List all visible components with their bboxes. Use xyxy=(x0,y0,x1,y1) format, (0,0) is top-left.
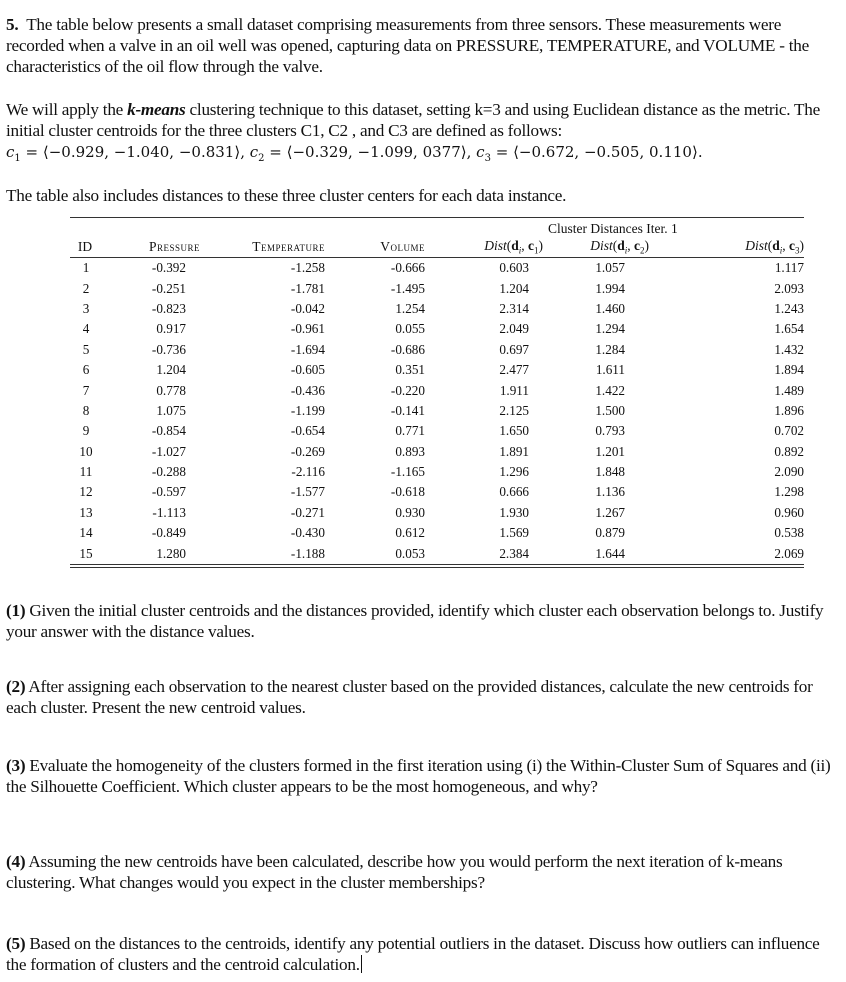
cell-id: 6 xyxy=(82,362,90,378)
cell-pressure: 1.280 xyxy=(156,545,186,561)
question-1-text: Given the initial cluster centroids and the distances provided, identify which cluster each observation belongs to. Justify your answer with the distance values. xyxy=(6,601,824,641)
cell-dist-c2: 1.201 xyxy=(595,443,625,459)
cell-dist-c1: 1.911 xyxy=(499,382,529,398)
cell-pressure: -0.597 xyxy=(151,484,186,500)
table-row xyxy=(70,421,804,441)
table-row xyxy=(70,299,804,319)
cell-dist-c2: 1.422 xyxy=(595,382,625,398)
question-2-text: After assigning each observation to the nearest cluster based on the provided distances, calculate the new centroids for each cluster. Present the new centroid values. xyxy=(6,677,813,717)
cell-dist-c3: 0.960 xyxy=(774,504,804,520)
table-note: The table also includes distances to these three cluster centers for each data instance. xyxy=(6,186,567,205)
cell-volume: 0.930 xyxy=(395,504,425,520)
cell-id: 1 xyxy=(82,260,90,276)
cell-dist-c1: 2.314 xyxy=(499,300,529,316)
centroid-3: $c_3$ = ⟨−0.672, −0.505, 0.110⟩ xyxy=(476,143,698,164)
header-pressure: Pressure xyxy=(148,238,200,254)
cell-id: 14 xyxy=(79,525,93,541)
cell-volume: 0.771 xyxy=(395,423,425,439)
question-2 xyxy=(6,676,842,718)
cell-dist-c1: 0.697 xyxy=(499,341,529,357)
cell-volume: -0.686 xyxy=(390,341,425,357)
cell-dist-c1: 1.891 xyxy=(499,443,529,459)
cell-dist-c3: 1.489 xyxy=(774,382,804,398)
cell-temperature: -0.042 xyxy=(290,300,325,316)
cell-dist-c2: 1.644 xyxy=(595,545,625,561)
header-volume: Volume xyxy=(380,238,425,254)
cell-dist-c2: 1.994 xyxy=(595,280,625,296)
header-temperature: Temperature xyxy=(252,238,325,254)
cell-dist-c1: 2.477 xyxy=(499,362,529,378)
cell-dist-c1: 1.296 xyxy=(499,464,529,480)
cell-dist-c3: 1.896 xyxy=(774,402,804,418)
cell-dist-c3: 0.538 xyxy=(774,525,804,541)
cell-volume: 0.612 xyxy=(395,525,425,541)
cell-pressure: -0.288 xyxy=(151,464,186,480)
question-1-number: (1) xyxy=(6,601,26,620)
cell-dist-c1: 1.650 xyxy=(499,423,529,439)
cell-temperature: -0.271 xyxy=(290,504,325,520)
method-text-before: We will apply the xyxy=(6,100,128,119)
table-row xyxy=(70,462,804,482)
header-dist-c1: $Dist(d_i$, $c_1$) xyxy=(484,237,543,256)
question-3-text: Evaluate the homogeneity of the clusters formed in the first iteration using (i) the Within-Cluster Sum of Squares and (ii) the Silhouette Coefficient. Which cluster appears to be the most homogeneous, and why? xyxy=(6,756,831,796)
table-row xyxy=(70,258,804,278)
question-3-number: (3) xyxy=(6,756,26,775)
cell-dist-c2: 1.500 xyxy=(595,402,625,418)
table-row xyxy=(70,278,804,298)
cell-dist-c1: 0.603 xyxy=(499,260,529,276)
cell-pressure: -0.854 xyxy=(151,423,186,439)
cell-temperature: -0.269 xyxy=(290,443,325,459)
table-row xyxy=(70,380,804,400)
cell-dist-c3: 1.243 xyxy=(774,300,804,316)
text-cursor xyxy=(361,955,363,973)
question-intro xyxy=(6,14,842,77)
cell-volume: 0.893 xyxy=(395,443,425,459)
cell-volume: 0.351 xyxy=(395,362,425,378)
cell-dist-c1: 0.666 xyxy=(499,484,529,500)
header-dist-c3: $Dist(d_i$, $c_3$) xyxy=(745,237,804,256)
question-number: 5. xyxy=(6,15,19,34)
cell-dist-c3: 1.298 xyxy=(774,484,804,500)
question-4-text: Assuming the new centroids have been calculated, describe how you would perform the next iteration of k-means clustering. What changes would you expect in the cluster memberships? xyxy=(6,852,783,892)
table-row xyxy=(70,360,804,380)
cell-id: 8 xyxy=(82,402,90,418)
cell-pressure: 1.204 xyxy=(156,362,186,378)
cell-temperature: -0.605 xyxy=(290,362,325,378)
cell-dist-c2: 1.267 xyxy=(595,504,625,520)
table-row xyxy=(70,401,804,421)
cell-dist-c2: 1.460 xyxy=(595,300,625,316)
cell-dist-c2: 0.879 xyxy=(595,525,625,541)
cell-id: 2 xyxy=(82,280,90,296)
cell-volume: -0.141 xyxy=(390,402,425,418)
centroid-definitions: $c_1$ = ⟨−0.929, −1.040, −0.831⟩, $c_2$ = ⟨−0.329, −1.099, 0377⟩, $c_3$ = ⟨−0.672, −0.505, 0.110⟩. xyxy=(6,143,703,164)
cell-dist-c3: 0.702 xyxy=(774,423,804,439)
cell-dist-c3: 1.654 xyxy=(774,321,804,337)
cell-temperature: -1.199 xyxy=(290,402,325,418)
cell-dist-c3: 2.069 xyxy=(774,545,804,561)
question-3 xyxy=(6,755,842,797)
question-2-number: (2) xyxy=(6,677,26,696)
cell-pressure: -0.251 xyxy=(151,280,186,296)
cell-dist-c3: 1.894 xyxy=(774,362,804,378)
cell-dist-c2: 1.136 xyxy=(595,484,625,500)
question-1 xyxy=(6,600,842,642)
cell-dist-c2: 1.294 xyxy=(595,321,625,337)
cell-pressure: -1.027 xyxy=(151,443,186,459)
centroid-2: $c_2$ = ⟨−0.329, −1.099, 0377⟩ xyxy=(249,143,467,164)
cell-dist-c3: 2.090 xyxy=(774,464,804,480)
cluster-distances-group-header: Cluster Distances Iter. 1 xyxy=(548,221,678,236)
cell-temperature: -0.654 xyxy=(290,423,325,439)
cell-pressure: -0.392 xyxy=(151,260,186,276)
cell-dist-c2: 0.793 xyxy=(595,423,625,439)
method-text-after: clustering technique to this dataset, setting k=3 and using Euclidean distance as the metric. The initial cluster centroids for the three clusters C1, C2 , and C3 are defined as follows: xyxy=(6,100,820,140)
table-row xyxy=(70,340,804,360)
cell-id: 5 xyxy=(82,341,90,357)
cell-id: 3 xyxy=(82,300,90,316)
table-header-row xyxy=(70,236,804,257)
cell-id: 10 xyxy=(79,443,93,459)
cell-dist-c3: 1.117 xyxy=(774,260,804,276)
cell-dist-c3: 1.432 xyxy=(774,341,804,357)
cell-volume: -1.165 xyxy=(390,464,425,480)
cell-dist-c2: 1.611 xyxy=(595,362,625,378)
cell-id: 13 xyxy=(79,504,93,520)
cell-pressure: -1.113 xyxy=(152,504,186,520)
table-bottom-rule xyxy=(70,564,804,568)
cell-temperature: -2.116 xyxy=(291,464,325,480)
cell-dist-c2: 1.848 xyxy=(595,464,625,480)
table-row xyxy=(70,482,804,502)
cell-volume: 1.254 xyxy=(395,300,425,316)
cell-id: 9 xyxy=(82,423,90,439)
cell-temperature: -1.781 xyxy=(290,280,325,296)
cell-volume: -1.495 xyxy=(390,280,425,296)
cell-temperature: -1.258 xyxy=(290,260,325,276)
cell-id: 12 xyxy=(79,484,93,500)
intro-text: The table below presents a small dataset comprising measurements from three sensors. These measurements were recorded when a valve in an oil well was opened, capturing data on PRESSURE, TEMPERATURE, and VOLUME - the characteristics of the oil flow through the valve. xyxy=(6,15,809,76)
cell-id: 15 xyxy=(79,545,93,561)
cell-dist-c1: 2.384 xyxy=(499,545,529,561)
cell-volume: -0.666 xyxy=(390,260,425,276)
cell-id: 4 xyxy=(82,321,90,337)
question-5-text: Based on the distances to the centroids, identify any potential outliers in the dataset. Discuss how outliers can influence the formation of clusters and the centroid calculation. xyxy=(6,934,820,974)
cell-pressure: -0.849 xyxy=(151,525,186,541)
table-row xyxy=(70,543,804,563)
cell-volume: 0.055 xyxy=(395,321,425,337)
question-5 xyxy=(6,933,842,975)
cell-temperature: -1.188 xyxy=(290,545,325,561)
cell-id: 11 xyxy=(79,464,93,480)
header-id: ID xyxy=(77,238,93,254)
cell-pressure: -0.823 xyxy=(151,300,186,316)
table-row xyxy=(70,442,804,462)
cell-temperature: -0.961 xyxy=(290,321,325,337)
cell-volume: -0.220 xyxy=(390,382,425,398)
sensor-data-table xyxy=(70,217,804,568)
method-paragraph xyxy=(6,99,842,169)
cell-dist-c1: 2.125 xyxy=(499,402,529,418)
cell-pressure: 0.778 xyxy=(156,382,186,398)
kmeans-emphasis: k-means xyxy=(127,100,186,119)
question-4-number: (4) xyxy=(6,852,26,871)
header-dist-c2: $Dist(d_i$, $c_2$) xyxy=(590,237,649,256)
cell-pressure: -0.736 xyxy=(151,341,186,357)
cell-volume: -0.618 xyxy=(390,484,425,500)
cell-dist-c1: 2.049 xyxy=(499,321,529,337)
cell-volume: 0.053 xyxy=(395,545,425,561)
cell-temperature: -1.694 xyxy=(290,341,325,357)
cell-temperature: -1.577 xyxy=(290,484,325,500)
table-row xyxy=(70,523,804,543)
cell-id: 7 xyxy=(82,382,90,398)
question-4 xyxy=(6,851,842,893)
cell-dist-c1: 1.569 xyxy=(499,525,529,541)
cell-dist-c2: 1.057 xyxy=(595,260,625,276)
cell-pressure: 1.075 xyxy=(156,402,186,418)
cell-dist-c1: 1.204 xyxy=(499,280,529,296)
cell-dist-c2: 1.284 xyxy=(595,341,625,357)
table-row xyxy=(70,503,804,523)
cell-temperature: -0.436 xyxy=(290,382,325,398)
centroid-1: $c_1$ = ⟨−0.929, −1.040, −0.831⟩ xyxy=(6,143,241,164)
question-5-number: (5) xyxy=(6,934,26,953)
cell-temperature: -0.430 xyxy=(290,525,325,541)
cell-pressure: 0.917 xyxy=(156,321,186,337)
cell-dist-c3: 0.892 xyxy=(774,443,804,459)
cell-dist-c1: 1.930 xyxy=(499,504,529,520)
cell-dist-c3: 2.093 xyxy=(774,280,804,296)
table-row xyxy=(70,319,804,339)
